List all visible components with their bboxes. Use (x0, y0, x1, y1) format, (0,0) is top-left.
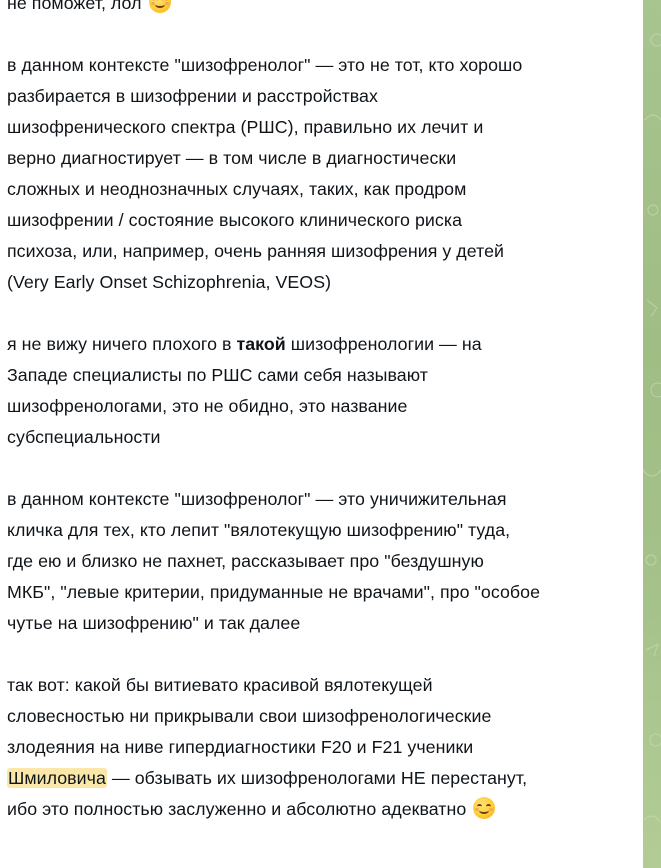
bold-text: такой (236, 334, 286, 354)
paragraph-text: не поможет, лол (7, 0, 142, 13)
paragraph-text: я не вижу ничего плохого в (7, 334, 237, 354)
chat-wallpaper (643, 0, 661, 868)
paragraph-text: так вот: какой бы витиевато красивой вялотекущей словесностью ни прикрывали свои шизофренологические злодеяния на ниве гипердиагностики F20 и F21 ученики (7, 675, 492, 757)
smiling-face-emoji-icon (473, 797, 495, 819)
message-paragraph (7, 670, 643, 825)
paragraph-text: — обзывать их шизофренологами НЕ перестанут, ибо это полностью заслуженно и абсолютно адекватно (7, 768, 528, 819)
paragraph-text: в данном контексте "шизофренолог" — это не тот, кто хорошо разбирается в шизофрении и расстройствах шизофренического спектра (РШС), правильно их лечит и верно диагностирует — в том числе в диагностически сложных и неоднозначных случаях, таких, как продром шизофрении / состояние высокого клинического риска психоза, или, например, очень ранняя шизофрения у детей (Very Early Onset Schizophrenia, VEOS) (7, 55, 523, 292)
message-paragraph (7, 329, 643, 453)
paragraph-text: в данном контексте "шизофренолог" — это уничижительная кличка для тех, кто лепит "вялотекущую шизофрению" туда, где ею и близко не пахнет, рассказывает про "бездушную МКБ", "левые критерии, придуманные не врачами", про "особое чутье на шизофрению" и так далее (7, 489, 541, 633)
smiling-face-emoji-icon (149, 0, 171, 13)
paragraph-text: шизофренологии — на Западе специалисты по РШС сами себя называют шизофренологами, это не обидно, это название субспециальности (7, 334, 482, 447)
message-paragraph (7, 484, 643, 639)
message-paragraph (7, 50, 643, 298)
wallpaper-pattern-icon (643, 0, 661, 868)
mention-link[interactable]: Шмиловича (8, 768, 106, 788)
message-paragraph (7, 0, 643, 19)
